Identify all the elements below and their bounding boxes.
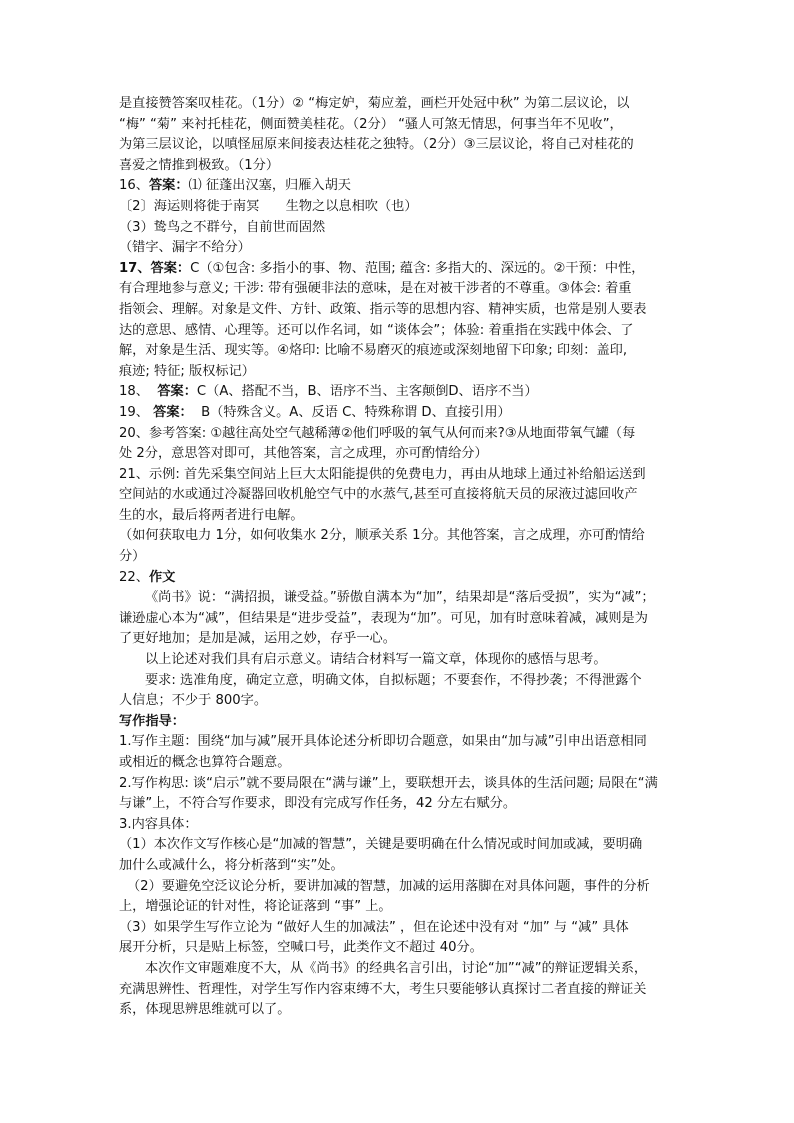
text-line: 1.写作主题：围绕“加与减”展开具体论述分析即切合题意，如果由“加与减”引申出语意相同 [119, 734, 647, 750]
text-line: 达的意思、感情、心理等。还可以作名词，如 “谈体会”；体验: 着重指在实践中体会、了 [119, 322, 634, 338]
question-number: 19、 [119, 404, 149, 420]
text-line: 了更好地加；是加是减，运用之妙，存乎一心。 [119, 631, 396, 647]
question-number: 16、 [119, 178, 149, 194]
text-line: （3）如果学生写作立论为 “做好人生的加减法” ，但在论述中没有对 “加” 与 “减” 具体 [119, 919, 629, 935]
text-line: （错字、漏字不给分） [119, 240, 251, 256]
text-line: 是直接赞答案叹桂花。（1分）② “梅定妒，菊应羞，画栏开处冠中秋” 为第二层议论，以 [119, 96, 630, 111]
text-line: 空间站的水或通过冷凝器回收机舱空气中的水蒸气,甚至可直接将航天员的尿液过滤回收产 [119, 487, 638, 503]
text-line: （2）要避免空泛议论分析，要讲加减的智慧，加减的运用落脚在对具体问题，事件的分析 [127, 878, 650, 894]
question-number: 22、 [119, 569, 149, 585]
text-line: 21、示例: 首先采集空间站上巨大太阳能提供的免费电力，再由从地球上通过补给船运送到 [119, 466, 646, 482]
answer-21 [119, 465, 679, 568]
text-line: （如何获取电力 1分，如何收集水 2分，顺承关系 1分。其他答案，言之成理，亦可酌情给 [119, 528, 645, 544]
text-line: （3）鸷鸟之不群兮，自前世而固然 [119, 219, 326, 235]
text-line: 加什么或减什么，将分析落到“实”处。 [119, 857, 344, 873]
text-line: （1）本次作文写作核心是“加减的智慧”，关键是要明确在什么情况或时间加或减，要明确 [119, 837, 643, 853]
question-number: 18、 [119, 384, 149, 400]
text-line: 充满思辨性、哲理性，对学生写作内容束缚不大，考生只要能够认真探讨二者直接的辩证关 [119, 981, 647, 997]
text-line: 以上论述对我们具有启示意义。请结合材料写一篇文章，体现你的感悟与思考。 [145, 652, 607, 668]
text-line: 本次作文审题难度不大，从《尚书》的经典名言引出，讨论“加”“减”的辩证逻辑关系， [145, 960, 648, 976]
text-line: 喜爱之情推到极致。（1分） [119, 157, 280, 173]
question-number: 17、 [119, 260, 151, 276]
text-line: C（A、搭配不当，B、语序不当、主客颠倒D、语序不当） [196, 384, 538, 400]
text-line: 指领会、理解。对象是文件、方针、政策、指示等的思想内容、精神实质，也常是别人要表 [119, 301, 647, 317]
text-line: B（特殊含义。A、反语 C、特殊称谓 D、直接引用） [201, 404, 511, 420]
answer-label: 答案： [148, 178, 189, 194]
text-line: 生的水，最后将两者进行电解。 [119, 507, 304, 523]
section-heading: 写作指导： [119, 713, 185, 729]
text-line: 与谦”上，不符合写作要求，即没有完成写作任务，42 分左右赋分。 [119, 796, 517, 812]
essay-label: 作文 [148, 569, 176, 585]
text-line: 人信息；不少于 800字。 [119, 693, 268, 709]
answer-16 [119, 176, 679, 258]
text-line: 或相近的概念也算符合题意。 [119, 755, 291, 770]
answer-17 [119, 259, 679, 383]
answer-label: 答案： [150, 260, 191, 276]
text-line: C（①包含: 多指小的事、物、范围; 蕴含: 多指大的、深远的。②干预：中性， [190, 260, 645, 276]
text-line: 上，增强论证的针对性，将论证落到 “事” 上。 [119, 899, 392, 915]
text-line: 为第三层议论，以嗔怪屈原来间接表达桂花之独特。（2分）③三层议论，将自己对桂花的 [119, 137, 634, 153]
text-line: 谦逊虚心本为“减”，但结果是“进步受益”，表现为“加”。可见，加有时意味着减，减则是为 [119, 610, 648, 626]
text-line: 展开分析，只是贴上标签，空喊口号，此类作文不超过 40分。 [119, 940, 483, 956]
answer-18 [119, 382, 679, 403]
writing-guide [119, 712, 679, 1021]
text-line: “梅” “菊” 来衬托桂花，侧面赞美桂花。（2分） “骚人可煞无情思，何事当年不见收”， [119, 116, 623, 132]
text-line: 解，对象是生活、现实等。④烙印: 比喻不易磨灭的痕迹或深刻地留下印象; 印刻：盖印, [119, 343, 628, 359]
answer-document [119, 94, 679, 1021]
text-line: 20、参考答案: ①越往高处空气越稀薄②他们呼吸的氧气从何而来?③从地面带氧气罐（每 [119, 425, 636, 441]
answer-label: 答案： [153, 404, 193, 420]
text-line: 处 2分，意思答对即可，其他答案，言之成理，亦可酌情给分） [119, 446, 488, 462]
text-line: 《尚书》说：“满招损，谦受益。”骄傲自满本为“加”，结果却是“落后受损”，实为“减”； [145, 590, 655, 606]
text-line: 系，体现思辨思维就可以了。 [119, 1002, 291, 1018]
answer-20 [119, 424, 679, 465]
text-line: 要求: 选准角度，确定立意，明确文体，自拟标题；不要套作，不得抄袭；不得泄露个 [145, 672, 642, 688]
answer-22 [119, 568, 679, 712]
text-line: 分） [119, 549, 146, 565]
answer-19 [119, 403, 679, 424]
text-line: 3.内容具体： [119, 816, 198, 832]
text-line: 痕迹; 特征; 版权标记） [119, 363, 255, 379]
answer-label: 答案： [157, 384, 197, 400]
intro-paragraph [119, 94, 679, 176]
text-line: ⑴ 征蓬出汉塞，归雁入胡天 [188, 178, 351, 194]
text-line: 2.写作构思: 谈“启示”就不要局限在“满与谦”上，要联想开去，谈具体的生活问题; 局限在“满 [119, 775, 658, 791]
text-line: 〔2〕海运则将徙于南冥 生物之以息相吹（也） [119, 198, 418, 214]
text-line: 有合理地参与意义; 干涉: 带有强硬非法的意味，是在对被干涉者的不尊重。③体会: 着重 [119, 281, 632, 297]
